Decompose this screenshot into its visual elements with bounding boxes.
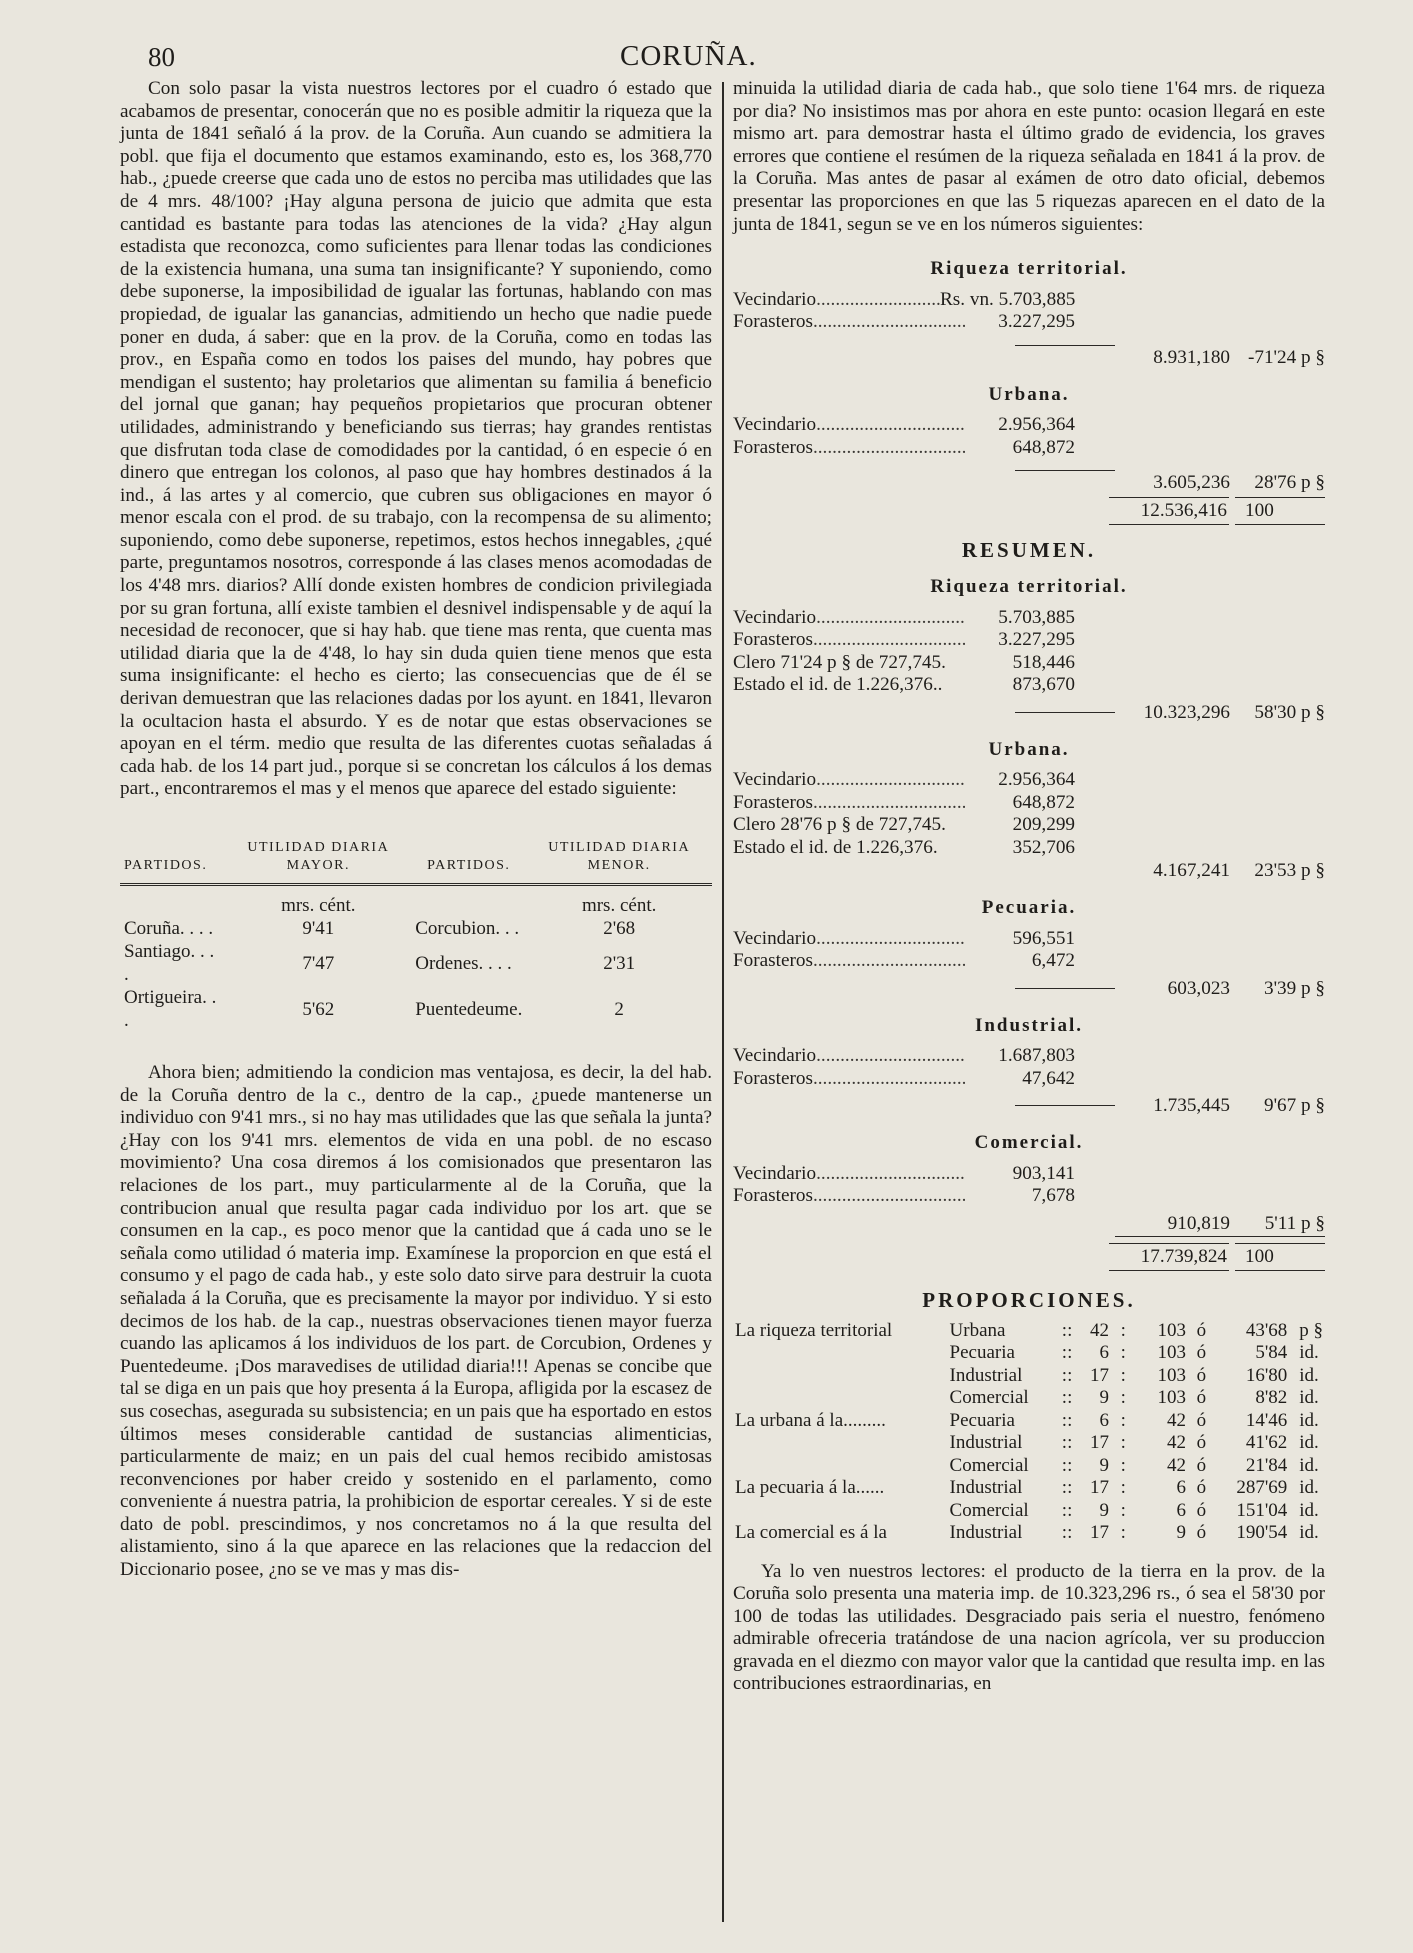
- utilidad-menor: 2: [614, 998, 624, 1020]
- prop-or: ó: [1196, 1409, 1207, 1431]
- prop-denominator: 103: [1157, 1342, 1186, 1363]
- prop-or: ó: [1196, 1342, 1207, 1363]
- stat-value: 3.227,295: [998, 311, 1075, 333]
- prop-suffix: id.: [1299, 1499, 1319, 1521]
- stat-label: Estado el id. de 1.226,376..: [733, 674, 943, 696]
- prop-item: Comercial: [949, 1387, 1029, 1408]
- prop-separator: ::: [1061, 1477, 1073, 1498]
- stat-label: Forasteros: [733, 950, 813, 972]
- partido-name: Puentedeume.: [415, 998, 523, 1020]
- stat-label: Forasteros: [733, 1185, 813, 1207]
- table-row: [120, 940, 712, 986]
- subtotal-row: [733, 977, 1325, 1001]
- prop-colon: :: [1120, 1522, 1126, 1543]
- partido-name: Ordenes. . . .: [415, 952, 512, 974]
- prop-percent: 43'68: [1245, 1319, 1288, 1341]
- proportion-row: [733, 1320, 1325, 1343]
- header-mayor: UTILIDAD DIARIA MAYOR.: [225, 839, 411, 885]
- left-second-paragraph: Ahora bien; admitiendo la condicion mas ventajosa, es decir, la del hab. de la Coruña dentro de la c., dentro de la cap., ¿puede mantenerse un individuo con 9'41 mrs., si no hay mas utilidades que las que señala la junta? ¿Hay con los 9'41 mrs. elementos de vida en una pobl. de no escaso movimiento? Una cosa diremos á los comisionados que presentaron las relaciones de los part., muy particularmente al de la Coruña, que la contribucion anual que resulta pagar cada individuo por los art. que se consumen en la cap., es poco menor que la cantidad que á cada uno se le señala como utilidad ó materia imp. Examínese la proporcion en que está el consumo y el pago de cada hab., y este solo dato sirve para destruir la cuota señalada á la Coruña, que es precisamente la mayor por individuo. Y si esto decimos de los hab. de la cap., nuestras observaciones tienen mayor fuerza cuando las aplicamos á los individuos de los part. de Corcubion, Ordenes y Puentedeume. ¡Dos maravedises de utilidad diaria!!! Apenas se concibe que tal se diga en un pais que hoy presenta á la Europa, afligida por la escasez de sus cosechas, asegurada su subsistencia; en un pais que ha esportado en estos últimos meses considerable cantidad de sustancias alimenticias, particularmente de maiz; en un pais del cual hemos recibido amistosas reconvenciones por haber creido y sostenido en el parlamento, como conveniente á nuestra patria, la prohibicion de esportar cereales. Y si de este dato de pobl. prescindimos, y nos concretamos no á la que resulta del alistamiento, sino á la que aparece en las relaciones que la redaccion del Diccionario posee, ¿no se ve mas y mas dis-: [120, 1062, 712, 1581]
- prop-numerator: 6: [1099, 1409, 1109, 1431]
- stat-row: [733, 928, 1325, 951]
- proportion-row: [733, 1387, 1325, 1410]
- prop-lead: [733, 1455, 948, 1478]
- prop-item: Industrial: [949, 1432, 1023, 1453]
- stat-row: [733, 950, 1325, 973]
- prop-lead: La comercial es á la: [735, 1522, 887, 1543]
- prop-or: ó: [1196, 1499, 1207, 1521]
- subtotal-row: [733, 471, 1325, 495]
- section-title: Riqueza territorial.: [930, 575, 1128, 597]
- proportion-row: [733, 1477, 1325, 1500]
- column-rule: [722, 82, 724, 1922]
- stat-label: Forasteros: [733, 436, 813, 458]
- stat-value: 903,141: [1012, 1162, 1075, 1184]
- stat-value: 47,642: [1022, 1067, 1075, 1089]
- prop-or: ó: [1196, 1522, 1207, 1543]
- header-menor: UTILIDAD DIARIA MENOR.: [526, 839, 712, 885]
- stat-label: Vecindario: [733, 288, 817, 310]
- stat-row: [733, 607, 1325, 630]
- stat-value: 648,872: [1012, 436, 1075, 458]
- grand-total-percent: 100: [1235, 497, 1325, 525]
- prop-denominator: 6: [1176, 1477, 1186, 1498]
- right-intro-paragraph: minuida la utilidad diaria de cada hab., que solo tiene 1'64 mrs. de riqueza por dia? No insistimos mas por ahora en este punto: ocasion llegará en este mismo art. para demostrar hasta el último grado de evidencia, los graves errores que contiene el resúmen de la riqueza señalada en 1841 á la prov. de la Coruña. Mas antes de pasar al exámen de otro dato oficial, debemos presentar las proporciones en que las 5 riquezas aparecen en el dato de la junta de 1841, segun se ve en los números siguientes:: [733, 78, 1325, 235]
- prop-denominator: 103: [1157, 1319, 1186, 1341]
- prop-lead: La pecuaria á la......: [735, 1477, 885, 1498]
- prop-lead: [733, 1500, 948, 1523]
- partidos-table: [120, 839, 712, 1032]
- resumen-title: RESUMEN.: [961, 538, 1097, 563]
- subtotal-row: [733, 1094, 1325, 1118]
- stat-row: [733, 311, 1325, 334]
- subtotal-value: 8.931,180: [1153, 346, 1230, 368]
- running-head: CORUÑA.: [620, 40, 757, 72]
- subtotal-value: 10.323,296: [1143, 701, 1230, 723]
- prop-denominator: 9: [1176, 1522, 1186, 1543]
- stat-row: [733, 1185, 1325, 1208]
- prop-colon: :: [1120, 1342, 1126, 1363]
- grand-total-percent: 100: [1235, 1243, 1325, 1271]
- page-number: 80: [148, 42, 175, 72]
- prop-or: ó: [1196, 1319, 1207, 1341]
- stat-row: [733, 652, 1325, 675]
- prop-suffix: id.: [1299, 1454, 1319, 1476]
- prop-item: Urbana: [949, 1319, 1006, 1341]
- prop-separator: ::: [1061, 1454, 1073, 1476]
- prop-lead: [733, 1432, 948, 1455]
- stat-value: 3.227,295: [998, 629, 1075, 651]
- header-partidos-1: PARTIDOS.: [120, 839, 225, 885]
- prop-separator: ::: [1061, 1432, 1073, 1453]
- proportion-row: [733, 1455, 1325, 1478]
- stat-label: Clero 71'24 p § de 727,745.: [733, 651, 946, 673]
- subtotal-percent: 23'53 p §: [1254, 860, 1325, 882]
- stat-label: Vecindario: [733, 927, 817, 949]
- subtotal-percent: -71'24 p §: [1247, 346, 1325, 368]
- stat-value: 596,551: [1012, 927, 1075, 949]
- prop-colon: :: [1120, 1387, 1126, 1408]
- prop-denominator: 42: [1166, 1409, 1186, 1431]
- stat-value: 209,299: [1012, 814, 1075, 836]
- partido-name: Corcubion. . .: [415, 918, 520, 939]
- utilidad-mayor: 9'41: [302, 918, 335, 939]
- right-closing-paragraph: Ya lo ven nuestros lectores: el producto de la tierra en la prov. de la Coruña solo presenta una materia imp. de 10.323,296 rs., ó sea el 58'30 por 100 de todas las utilidades. Desgraciado pais seria el nuestro, fenómeno admirable ofreceria tratándose de una nacion agrícola, ver su produccion gravada en el diezmo con mayor valor que la cantidad que resulta imp. en las contribuciones estraordinarias, en: [733, 1560, 1325, 1695]
- prop-numerator: 17: [1089, 1432, 1109, 1453]
- prop-lead: [733, 1342, 948, 1365]
- stat-row: [733, 629, 1325, 652]
- prop-item: Pecuaria: [949, 1409, 1015, 1431]
- prop-suffix: id.: [1299, 1342, 1319, 1363]
- partido-name: Coruña. . . .: [124, 918, 214, 939]
- subtotal-value: 1.735,445: [1153, 1095, 1230, 1117]
- stat-value: 2.956,364: [998, 414, 1075, 436]
- proportion-row: [733, 1365, 1325, 1388]
- prop-numerator: 9: [1099, 1499, 1109, 1521]
- prop-colon: :: [1120, 1432, 1126, 1453]
- grand-total-value: 17.739,824: [1109, 1243, 1229, 1271]
- prop-item: Pecuaria: [949, 1342, 1015, 1363]
- stat-value: 1.687,803: [998, 1045, 1075, 1067]
- section-title: Industrial.: [974, 1014, 1084, 1036]
- section-title: Pecuaria.: [981, 897, 1077, 919]
- subtotal-percent: 28'76 p §: [1254, 472, 1325, 494]
- stat-label: Vecindario: [733, 1045, 817, 1067]
- section-title: Urbana.: [988, 738, 1070, 760]
- grand-total-row: [733, 1243, 1325, 1271]
- prop-denominator: 103: [1157, 1387, 1186, 1408]
- proportion-row: [733, 1432, 1325, 1455]
- prop-item: Comercial: [949, 1499, 1029, 1521]
- section-title: Urbana.: [988, 383, 1070, 405]
- prop-or: ó: [1196, 1454, 1207, 1476]
- prop-suffix: id.: [1299, 1522, 1319, 1543]
- prop-lead: La urbana á la.........: [735, 1409, 886, 1431]
- prop-numerator: 17: [1089, 1522, 1109, 1543]
- stat-value: 6,472: [1031, 950, 1075, 972]
- utilidad-mayor: 5'62: [302, 998, 335, 1020]
- prop-or: ó: [1196, 1432, 1207, 1453]
- prop-suffix: p §: [1299, 1319, 1323, 1341]
- prop-percent: 14'46: [1245, 1409, 1288, 1431]
- prop-numerator: 6: [1099, 1342, 1109, 1363]
- prop-numerator: 9: [1099, 1454, 1109, 1476]
- prop-suffix: id.: [1299, 1364, 1319, 1386]
- prop-percent: 8'82: [1255, 1387, 1288, 1408]
- section-title: Riqueza territorial.: [930, 258, 1128, 280]
- proportion-row: [733, 1522, 1325, 1545]
- stat-row: [733, 437, 1325, 460]
- stat-label: Vecindario: [733, 606, 817, 628]
- prop-separator: ::: [1061, 1364, 1073, 1386]
- prop-item: Industrial: [949, 1477, 1023, 1498]
- subtotal-row: [733, 1212, 1325, 1237]
- prop-item: Industrial: [949, 1364, 1023, 1386]
- prop-lead: [733, 1365, 948, 1388]
- prop-suffix: id.: [1299, 1432, 1319, 1453]
- stat-row: [733, 837, 1325, 860]
- stat-row: [733, 674, 1325, 697]
- subtotal-row: [733, 701, 1325, 725]
- stat-label: Clero 28'76 p § de 727,745.: [733, 814, 946, 836]
- prop-percent: 41'62: [1245, 1432, 1288, 1453]
- prop-or: ó: [1196, 1387, 1207, 1408]
- prop-percent: 151'04: [1236, 1499, 1288, 1521]
- prop-suffix: id.: [1299, 1387, 1319, 1408]
- stat-value: 5.703,885: [998, 606, 1075, 628]
- prop-denominator: 103: [1157, 1364, 1186, 1386]
- stat-row: [733, 792, 1325, 815]
- stat-label: Forasteros: [733, 1067, 813, 1089]
- prop-lead: La riqueza territorial: [735, 1319, 893, 1341]
- table-row: [120, 986, 712, 1032]
- subtotal-value: 910,819: [1115, 1212, 1230, 1237]
- stat-label: Forasteros: [733, 311, 813, 333]
- prop-numerator: 9: [1099, 1387, 1109, 1408]
- prop-separator: ::: [1061, 1499, 1073, 1521]
- stat-value: 873,670: [1012, 674, 1075, 696]
- units-mayor: mrs. cént.: [281, 895, 356, 916]
- proporciones-title: PROPORCIONES.: [922, 1287, 1136, 1312]
- prop-numerator: 42: [1089, 1319, 1109, 1341]
- prop-numerator: 17: [1089, 1477, 1109, 1498]
- prop-lead: [733, 1387, 948, 1410]
- prop-denominator: 42: [1166, 1454, 1186, 1476]
- units-menor: mrs. cént.: [581, 895, 657, 916]
- prop-percent: 287'69: [1236, 1477, 1288, 1498]
- prop-separator: ::: [1061, 1409, 1073, 1431]
- table-row: [120, 917, 712, 940]
- prop-suffix: id.: [1299, 1477, 1319, 1498]
- subtotal-row: [733, 346, 1325, 370]
- stat-value: 648,872: [1012, 791, 1075, 813]
- utilidad-menor: 2'31: [603, 952, 636, 974]
- stat-value: Rs. vn. 5.703,885: [940, 288, 1076, 310]
- left-column: [120, 78, 712, 1582]
- subtotal-percent: 58'30 p §: [1254, 701, 1325, 723]
- proportion-row: [733, 1500, 1325, 1523]
- prop-denominator: 6: [1176, 1499, 1186, 1521]
- grand-total-row: [733, 497, 1325, 525]
- prop-percent: 5'84: [1255, 1342, 1288, 1363]
- utilidad-menor: 2'68: [603, 918, 636, 939]
- partido-name: Santiago. . . .: [124, 941, 215, 985]
- prop-colon: :: [1120, 1364, 1126, 1386]
- stat-row: [733, 1045, 1325, 1068]
- stat-row: [733, 1163, 1325, 1186]
- prop-percent: 16'80: [1245, 1364, 1288, 1386]
- stat-row: [733, 769, 1325, 792]
- subtotal-percent: 9'67 p §: [1263, 1095, 1325, 1117]
- prop-or: ó: [1196, 1364, 1207, 1386]
- prop-suffix: id.: [1299, 1409, 1319, 1431]
- prop-numerator: 17: [1089, 1364, 1109, 1386]
- grand-total-value: 12.536,416: [1109, 497, 1229, 525]
- stat-row: [733, 289, 1325, 312]
- proportion-row: [733, 1342, 1325, 1365]
- stat-row: [733, 1068, 1325, 1091]
- prop-colon: :: [1120, 1454, 1126, 1476]
- stat-value: 352,706: [1012, 836, 1075, 858]
- partido-name: Ortigueira. . .: [124, 987, 217, 1031]
- left-intro-paragraph: Con solo pasar la vista nuestros lectores por el cuadro ó estado que acabamos de presentar, conocerán que no es posible admitir la riqueza que la junta de 1841 señaló á la prov. de la Coruña. Aun cuando se admitiera la pobl. que fija el documento que estamos examinando, esto es, los 368,770 hab., ¿puede creerse que cada uno de estos no perciba mas utilidades que las de 4 mrs. 48/100? ¡Hay alguna persona de juicio que admita que esta cantidad es bastante para todas las atenciones de la vida? ¿Hay algun estadista que reconozca, como suficientes para llenar todas las condiciones de la existencia humana, una suma tan insignificante? Y suponiendo, como debe suponerse, la imposibilidad de igualar las fortunas, hablando con mas propiedad, de igualar las ganancias, admitiendo un hecho que nadie puede poner en duda, á saber: que en la prov. de la Coruña, como en todas las prov., en España como en todos los paises del mundo, hay pobres que mendigan el sustento; hay proletarios que alimentan su familia á beneficio del jornal que ganan; hay pequeños propietarios que procuran obtener utilidades, administrando y beneficiando sus tierras; hay grandes rentistas que disfrutan toda clase de comodidades por la cantidad, ó en especie ó en dinero que entregan los colonos, al paso que hay hombres destinados á la ind., á las artes y al comercio, que cubren sus obligaciones en mayor ó menor escala con el prod. de su trabajo, con la recompensa de su alimento; suponiendo, como debe suponerse, repetimos, estos hechos innegables, ¿qué parte, preguntamos nosotros, corresponde á las clases menos acomodadas de los 4'48 mrs. diarios? Allí donde existen hombres de condicion privilegiada por su gran fortuna, allí existe tambien el desnivel indispensable y de aquí la necesidad de reconocer, que si hay hab. que tiene mas renta, que cuenta mas utilidad diaria que la de 4'48, lo hay sin duda quien tiene menos que esta suma insignificante: el hecho es cierto; las consecuencias que de él se derivan demuestran que las relaciones dadas por los ayunt. en 1841, llevaron la ocultacion hasta el absurdo. Y es de notar que estas observaciones se apoyan en el térm. medio que resulta de las diferentes cuotas señaladas á cada hab. de los 14 part jud., porque si se concretan los cálculos á los demas part., encontraremos el mas y el menos que aparece del estado siguiente:: [120, 78, 712, 800]
- subtotal-percent: 3'39 p §: [1263, 977, 1325, 999]
- prop-colon: :: [1120, 1409, 1126, 1431]
- stat-label: Vecindario: [733, 1162, 817, 1184]
- prop-colon: :: [1120, 1477, 1126, 1498]
- prop-percent: 190'54: [1236, 1522, 1288, 1543]
- stat-row: [733, 414, 1325, 437]
- prop-or: ó: [1196, 1477, 1207, 1498]
- proporciones-table: [733, 1320, 1325, 1545]
- utilidad-mayor: 7'47: [302, 952, 335, 974]
- prop-separator: ::: [1061, 1522, 1073, 1543]
- subtotal-value: 3.605,236: [1153, 472, 1230, 494]
- prop-colon: :: [1120, 1319, 1126, 1341]
- stat-value: 2.956,364: [998, 769, 1075, 791]
- section-title: Comercial.: [974, 1132, 1084, 1154]
- subtotal-row: [733, 859, 1325, 883]
- prop-denominator: 42: [1166, 1432, 1186, 1453]
- stat-value: 7,678: [1031, 1185, 1075, 1207]
- subtotal-percent: 5'11 p §: [1230, 1212, 1325, 1237]
- subtotal-value: 603,023: [1167, 977, 1230, 999]
- stat-label: Vecindario: [733, 769, 817, 791]
- prop-colon: :: [1120, 1499, 1126, 1521]
- proportion-row: [733, 1410, 1325, 1433]
- prop-separator: ::: [1061, 1342, 1073, 1363]
- header-partidos-2: PARTIDOS.: [411, 839, 526, 885]
- right-column: [733, 78, 1325, 1696]
- prop-separator: ::: [1061, 1387, 1073, 1408]
- prop-percent: 21'84: [1245, 1454, 1288, 1476]
- stat-value: 518,446: [1012, 651, 1075, 673]
- prop-item: Comercial: [949, 1454, 1029, 1476]
- subtotal-value: 4.167,241: [1153, 860, 1230, 882]
- stat-label: Forasteros: [733, 629, 813, 651]
- stat-label: Vecindario: [733, 414, 817, 436]
- stat-label: Forasteros: [733, 791, 813, 813]
- prop-separator: ::: [1061, 1319, 1073, 1341]
- stat-label: Estado el id. de 1.226,376.: [733, 836, 938, 858]
- prop-item: Industrial: [949, 1522, 1023, 1543]
- stat-row: [733, 814, 1325, 837]
